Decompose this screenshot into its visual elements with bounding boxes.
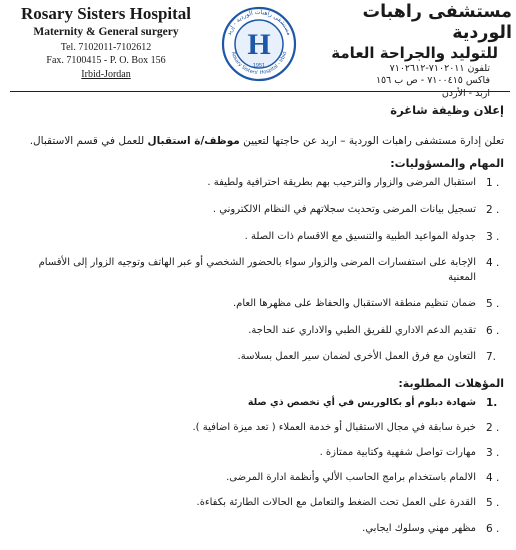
qualifications-title: المؤهلات المطلوبة:: [398, 376, 504, 390]
intro-role: موظف/ة استقبال: [147, 135, 240, 147]
hospital-subtitle-en: Maternity & General surgery: [33, 25, 179, 38]
list-item-text: استقبال المرضى والزوار والترحيب بهم بطريقة احترافية ولطيفة .: [207, 177, 476, 189]
logo-ring-text-en: Rosary Sisters' Hospital - Irbid: [229, 51, 289, 77]
list-item-number: 7.: [486, 351, 497, 364]
list-item-number: 2 .: [486, 421, 500, 434]
hospital-city-en: Irbid-Jordan: [81, 68, 131, 80]
duties-title: المهام والمسؤوليات:: [390, 157, 504, 171]
list-item-number: 1 .: [486, 177, 500, 190]
letterhead-en: [6, 4, 206, 80]
list-item-number: 3 .: [486, 447, 500, 460]
letterhead-ar: [302, 2, 512, 99]
hospital-city-ar: اربد - الأردن: [441, 87, 490, 99]
list-item-text: مظهر مهني وسلوك ايجابي.: [362, 522, 476, 534]
list-item: [10, 203, 504, 218]
qualifications-list: [10, 396, 504, 537]
list-item-text: الالمام باستخدام برامج الحاسب الألي وأنظمة ادارة المرضى.: [226, 472, 476, 484]
logo-letter: H: [247, 28, 271, 61]
list-item-text: خبرة سابقة في مجال الاستقبال أو خدمة العملاء ( تعد ميزة اضافية ).: [192, 421, 476, 433]
list-item: [10, 350, 504, 365]
list-item-number: 5 .: [486, 297, 500, 310]
list-item: [10, 297, 504, 312]
hospital-name-en: Rosary Sisters Hospital: [21, 4, 191, 23]
list-item-number: 4 .: [486, 472, 500, 485]
logo-year: 1951: [252, 63, 266, 69]
list-item-number: 2 .: [486, 203, 500, 216]
duties-list: [10, 176, 504, 365]
list-item-text: تقديم الدعم الاداري للفريق الطبي والاداري عند الحاجة.: [248, 324, 476, 336]
list-item: [10, 446, 504, 461]
announcement-heading: إعلان وظيفة شاغرة: [390, 103, 504, 117]
list-item-number: 6 .: [486, 522, 500, 535]
list-item-text: التعاون مع فرق العمل الأخرى لضمان سير العمل بسلاسة.: [237, 351, 476, 363]
hospital-subtitle-ar: للتوليد والجراحة العامة: [331, 44, 498, 62]
list-item-number: 5 .: [486, 497, 500, 510]
list-item: [10, 256, 504, 285]
list-item-text: القدرة على العمل تحت الضغط والتعامل مع الحالات الطارئة بكفاءة.: [196, 497, 476, 509]
hospital-fax-ar: فاكس ٧١٠٠٤١٥ - ص ب ١٥٦: [375, 75, 490, 87]
list-item-number: 1.: [486, 396, 498, 409]
list-item-text: شهادة دبلوم أو بكالوريس في أي تخصص ذي صلة: [247, 396, 476, 408]
list-item: [10, 230, 504, 245]
hospital-name-ar: مستشفى راهبات الوردية: [362, 2, 512, 43]
header-divider: [10, 91, 510, 92]
hospital-tel-ar: تلفون ٧١٠٢٠١١-٧١٠٢٦١٢: [389, 63, 490, 74]
hospital-tel-en: Tel. 7102011-7102612: [60, 41, 152, 53]
list-item-number: 3 .: [486, 230, 500, 243]
list-item-text: تسجيل بيانات المرضى وتحديث سجلاتهم في النظام الالكتروني .: [212, 203, 476, 215]
list-item: [10, 421, 504, 436]
list-item-text: مهارات تواصل شفهية وكتابية ممتازة .: [319, 447, 476, 459]
hospital-fax-en: Fax. 7100415 - P. O. Box 156: [46, 55, 166, 67]
announcement-body: [10, 103, 504, 537]
list-item-number: 4 .: [486, 257, 500, 270]
announcement-intro: [10, 133, 504, 149]
list-item: [10, 176, 504, 191]
intro-text-start: تعلن إدارة مستشفى راهبات الوردية – اربد عن حاجتها لتعيين: [243, 135, 504, 147]
list-item: [10, 396, 504, 411]
list-item: [10, 471, 504, 486]
list-item: [10, 496, 504, 511]
list-item-text: الإجابة على استفسارات المرضى والزوار سواء بالحضور الشخصي أو عبر الهاتف وتوجيه الزوار إلى الأقسام المعنية: [38, 257, 476, 283]
list-item-text: جدولة المواعيد الطبية والتنسيق مع الاقسام ذات الصلة .: [244, 230, 476, 242]
list-item-number: 6 .: [486, 324, 500, 337]
list-item: [10, 324, 504, 339]
hospital-logo: [217, 4, 301, 82]
logo-ring-text-ar: مستشفى راهبات الوردية - إربد: [225, 8, 293, 37]
list-item: [10, 522, 504, 537]
intro-text-end: للعمل في قسم الاستقبال.: [29, 135, 145, 147]
list-item-text: ضمان تنظيم منطقة الاستقبال والحفاظ على مظهرها العام.: [232, 297, 476, 309]
